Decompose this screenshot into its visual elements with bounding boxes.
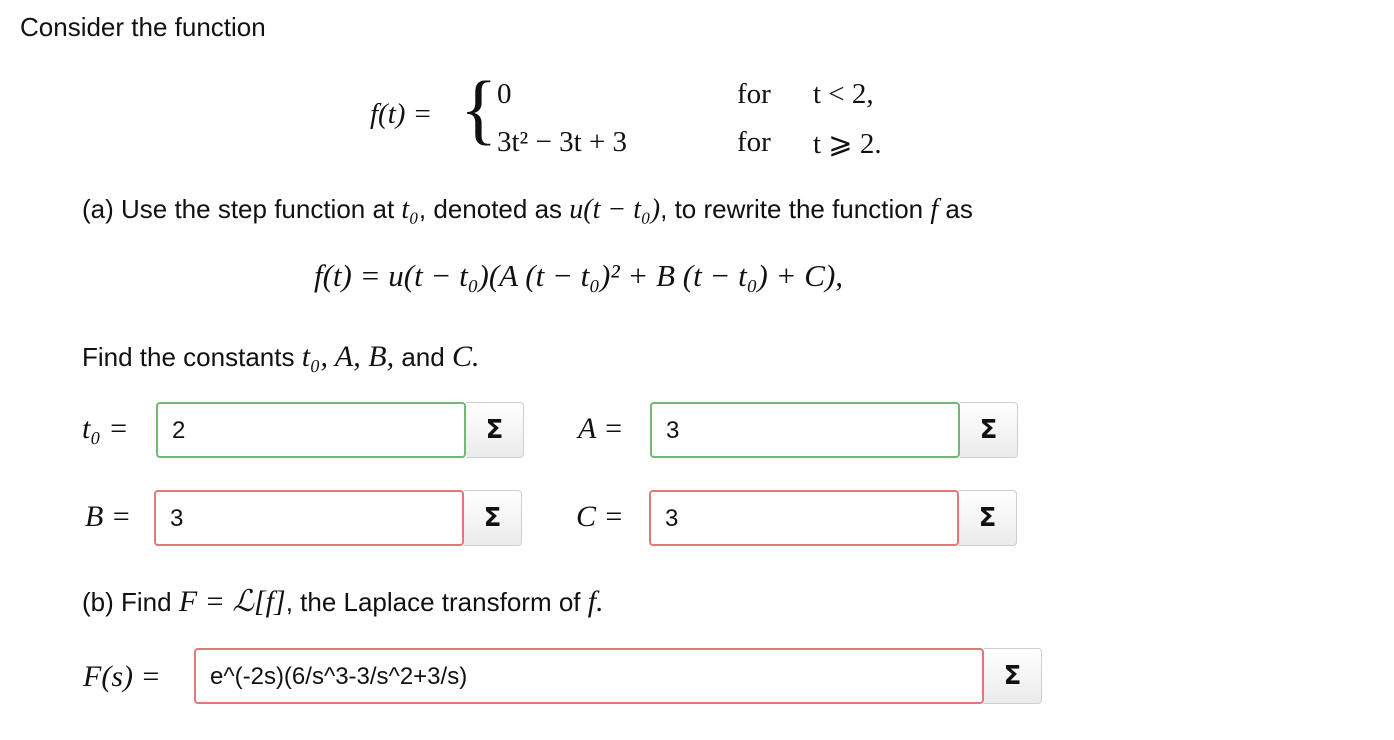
C-value: 3 — [665, 505, 679, 532]
case1-expr: 0 — [497, 78, 512, 110]
case1-for: for — [737, 78, 771, 110]
t0-input[interactable] — [156, 402, 466, 458]
F-value: e^(-2s)(6/s^3-3/s^2+3/s) — [210, 663, 468, 690]
part-b-text: (b) Find F = ℒ[f], the Laplace transform of f. — [82, 585, 604, 618]
t0-sigma-button[interactable] — [466, 402, 524, 458]
F-label: F(s) = — [83, 660, 161, 693]
F-sigma-button[interactable] — [984, 648, 1042, 704]
C-label: C = — [576, 500, 624, 533]
find-constants-text: Find the constants t₀, A, B, and C. — [82, 340, 480, 373]
t0-value: 2 — [172, 417, 186, 444]
piecewise-lhs: f(t) = — [370, 98, 433, 130]
step-formula: f(t) = u(t − t₀)(A (t − t₀)² + B (t − t₀) + C), — [314, 258, 844, 293]
sigma-icon: Σ — [485, 415, 504, 445]
case1-cond: t < 2, — [813, 78, 874, 110]
B-sigma-button[interactable] — [464, 490, 522, 546]
sigma-icon: Σ — [1003, 661, 1022, 691]
B-value: 3 — [170, 505, 184, 532]
sigma-icon: Σ — [979, 415, 998, 445]
C-input[interactable] — [649, 490, 959, 546]
case2-for: for — [737, 126, 771, 158]
A-sigma-button[interactable] — [960, 402, 1018, 458]
heading: Consider the function — [20, 12, 266, 42]
A-label: A = — [578, 412, 624, 445]
A-input[interactable] — [650, 402, 960, 458]
part-a-text: (a) Use the step function at t₀, denoted as u(t − t₀), to rewrite the function f as — [82, 194, 973, 225]
t0-label: t₀ = — [82, 412, 129, 445]
A-value: 3 — [666, 417, 680, 444]
C-sigma-button[interactable] — [959, 490, 1017, 546]
sigma-icon: Σ — [483, 503, 502, 533]
case2-expr: 3t² − 3t + 3 — [497, 126, 628, 158]
B-input[interactable] — [154, 490, 464, 546]
case2-cond: t ⩾ 2. — [813, 128, 882, 160]
F-input[interactable] — [194, 648, 984, 704]
sigma-icon: Σ — [978, 503, 997, 533]
B-label: B = — [85, 500, 132, 533]
piecewise-brace: { — [460, 65, 498, 152]
